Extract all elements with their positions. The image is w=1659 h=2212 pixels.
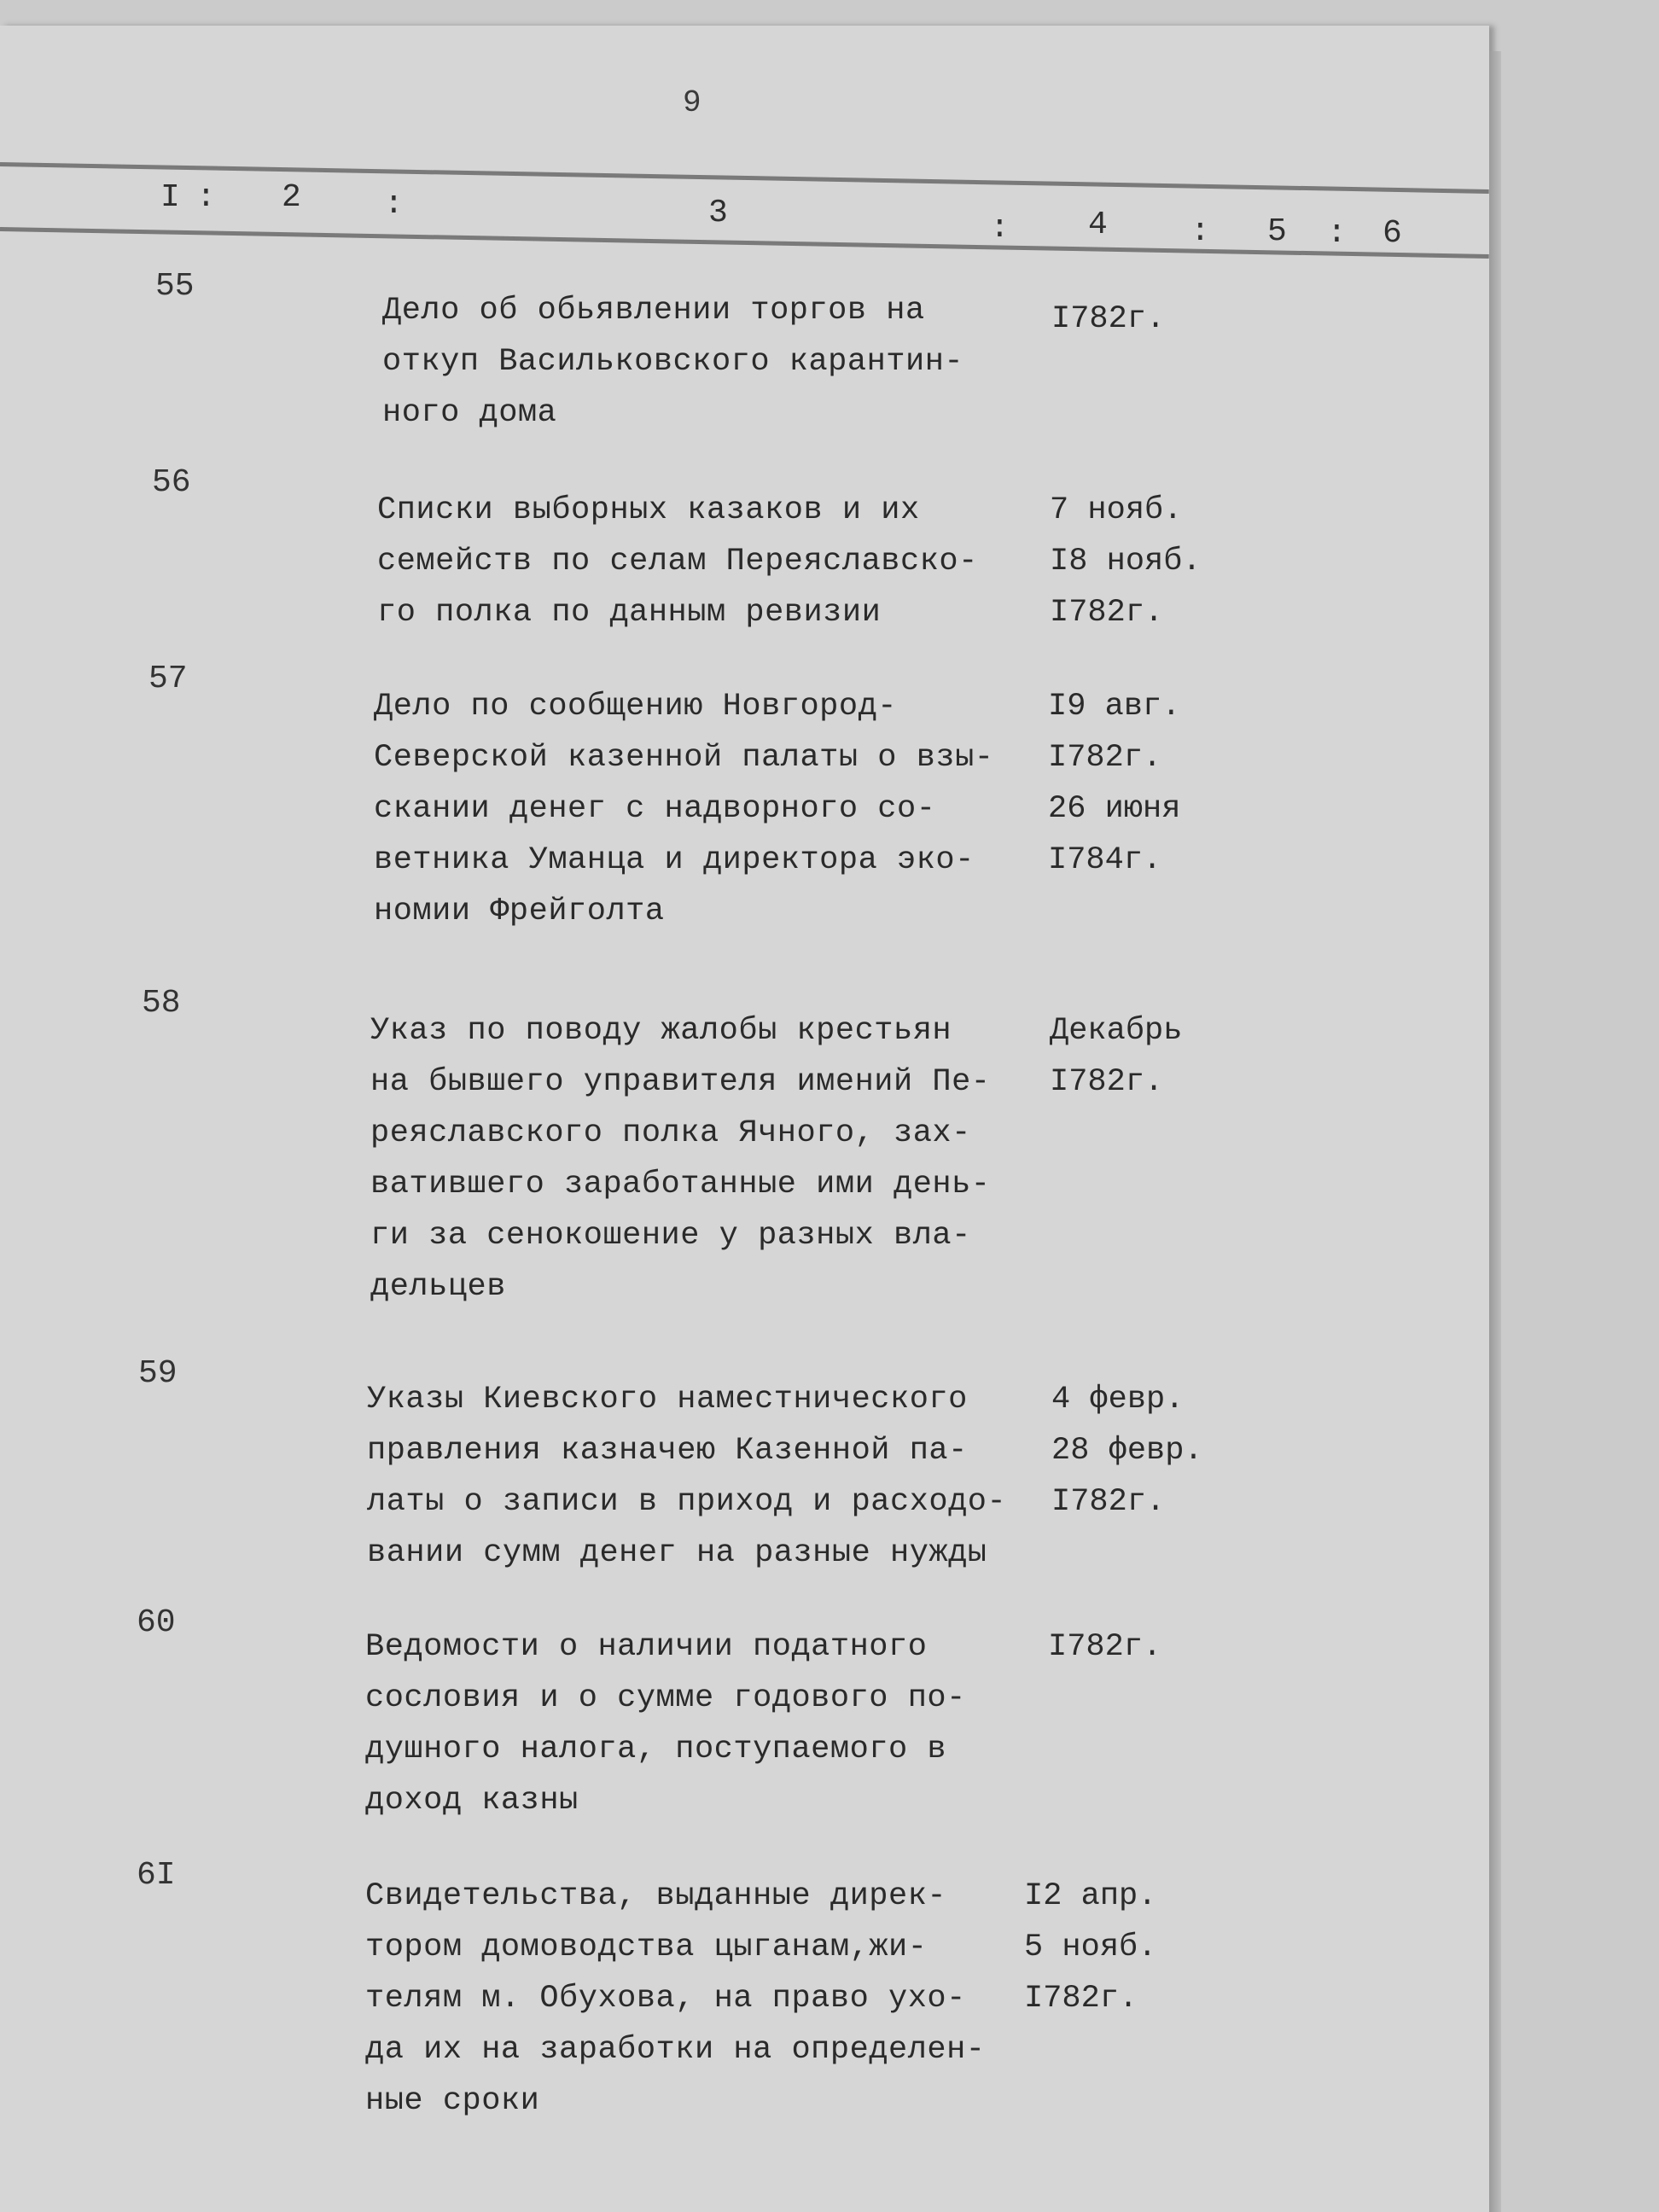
date-line: I8 нояб. xyxy=(1050,544,1202,579)
column-separator: : xyxy=(196,179,216,216)
description-line: семейств по селам Переяславско- xyxy=(377,544,978,579)
entry-description xyxy=(365,1621,966,1826)
entry-description xyxy=(365,1871,986,2127)
date-line: I782г. xyxy=(1048,1629,1162,1665)
entry-dates xyxy=(1048,681,1180,886)
column-separator: : xyxy=(1190,213,1210,250)
description-line: Свидетельства, выданные дирек- xyxy=(365,1878,947,1914)
column-header-5: 5 xyxy=(1267,213,1287,250)
column-separator: : xyxy=(1327,215,1347,252)
date-line: 7 нояб. xyxy=(1050,492,1183,528)
entry-number: 58 xyxy=(142,985,181,1022)
entry-description xyxy=(374,681,994,937)
description-line: вании сумм денег на разные нужды xyxy=(367,1535,987,1571)
header-rule-top xyxy=(0,162,1489,194)
description-line: ги за сенокошение у разных вла- xyxy=(370,1218,971,1254)
entry-description xyxy=(382,285,963,439)
description-line: Ведомости о наличии податного xyxy=(365,1629,928,1665)
date-line: I782г. xyxy=(1024,1981,1138,2017)
description-line: телям м. Обухова, на право ухо- xyxy=(365,1981,966,2017)
description-line: Северской казенной палаты о взы- xyxy=(374,740,994,776)
description-line: дельцев xyxy=(370,1269,506,1305)
date-line: Декабрь xyxy=(1050,1013,1183,1049)
entry-number: 55 xyxy=(155,268,195,305)
date-line: I784г. xyxy=(1048,842,1162,878)
column-header-2: 2 xyxy=(282,179,301,216)
description-line: ного дома xyxy=(382,395,557,431)
description-line: латы о записи в приход и расходо- xyxy=(367,1484,1007,1520)
description-line: душного налога, поступаемого в xyxy=(365,1732,947,1767)
header-rule-bottom xyxy=(0,227,1489,259)
column-header-3: 3 xyxy=(708,195,728,231)
description-line: Дело по сообщению Новгород- xyxy=(374,689,897,725)
column-header-6: 6 xyxy=(1382,215,1402,252)
column-separator: : xyxy=(990,210,1010,247)
date-line: I9 авг. xyxy=(1048,689,1181,725)
description-line: тором домоводства цыганам,жи- xyxy=(365,1930,928,1965)
description-line: откуп Васильковского карантин- xyxy=(382,344,964,380)
description-line: ные сроки xyxy=(365,2083,540,2119)
page-stack-edge xyxy=(1489,51,1501,2212)
entry-dates xyxy=(1051,1374,1203,1528)
description-line: на бывшего управителя имений Пе- xyxy=(370,1064,991,1100)
description-line: скании денег с надворного со- xyxy=(374,791,936,827)
document-page xyxy=(0,26,1489,2212)
description-line: сословия и о сумме годового по- xyxy=(365,1680,966,1716)
date-line: I782г. xyxy=(1051,1484,1166,1520)
description-line: правления казначею Казенной па- xyxy=(367,1433,968,1469)
column-header-4: 4 xyxy=(1088,207,1108,243)
description-line: ветника Уманца и директора эко- xyxy=(374,842,975,878)
column-header-1: I xyxy=(160,179,180,216)
date-line: 4 февр. xyxy=(1051,1382,1185,1417)
date-line: I782г. xyxy=(1050,1064,1164,1100)
description-line: реяславского полка Ячного, зах- xyxy=(370,1115,971,1151)
column-separator: : xyxy=(384,186,404,223)
entry-number: 59 xyxy=(138,1355,178,1392)
entry-description xyxy=(370,1005,991,1313)
description-line: Дело об обьявлении торгов на xyxy=(382,293,925,329)
entry-dates xyxy=(1024,1871,1156,2024)
description-line: Списки выборных казаков и их xyxy=(377,492,920,528)
date-line: 28 февр. xyxy=(1051,1433,1203,1469)
description-line: го полка по данным ревизии xyxy=(377,595,882,631)
description-line: Указы Киевского наместнического xyxy=(367,1382,968,1417)
description-line: ватившего заработанные ими день- xyxy=(370,1167,991,1202)
entry-dates xyxy=(1050,1005,1182,1108)
entry-number: 6I xyxy=(137,1857,176,1894)
entry-dates xyxy=(1050,485,1202,638)
date-line: I782г. xyxy=(1051,301,1166,337)
description-line: доход казны xyxy=(365,1783,579,1819)
entry-dates xyxy=(1048,1621,1161,1673)
entry-description xyxy=(377,485,978,638)
date-line: I782г. xyxy=(1048,740,1162,776)
description-line: да их на заработки на определен- xyxy=(365,2032,986,2068)
date-line: 26 июня xyxy=(1048,791,1181,827)
entry-number: 60 xyxy=(137,1604,176,1641)
description-line: номии Фрейголта xyxy=(374,894,665,929)
date-line: 5 нояб. xyxy=(1024,1930,1157,1965)
date-line: I782г. xyxy=(1050,595,1164,631)
date-line: I2 апр. xyxy=(1024,1878,1157,1914)
page-number: 9 xyxy=(683,85,701,120)
entry-number: 57 xyxy=(148,661,188,697)
entry-dates xyxy=(1051,294,1165,345)
entry-description xyxy=(367,1374,1006,1579)
description-line: Указ по поводу жалобы крестьян xyxy=(370,1013,952,1049)
entry-number: 56 xyxy=(152,464,191,501)
